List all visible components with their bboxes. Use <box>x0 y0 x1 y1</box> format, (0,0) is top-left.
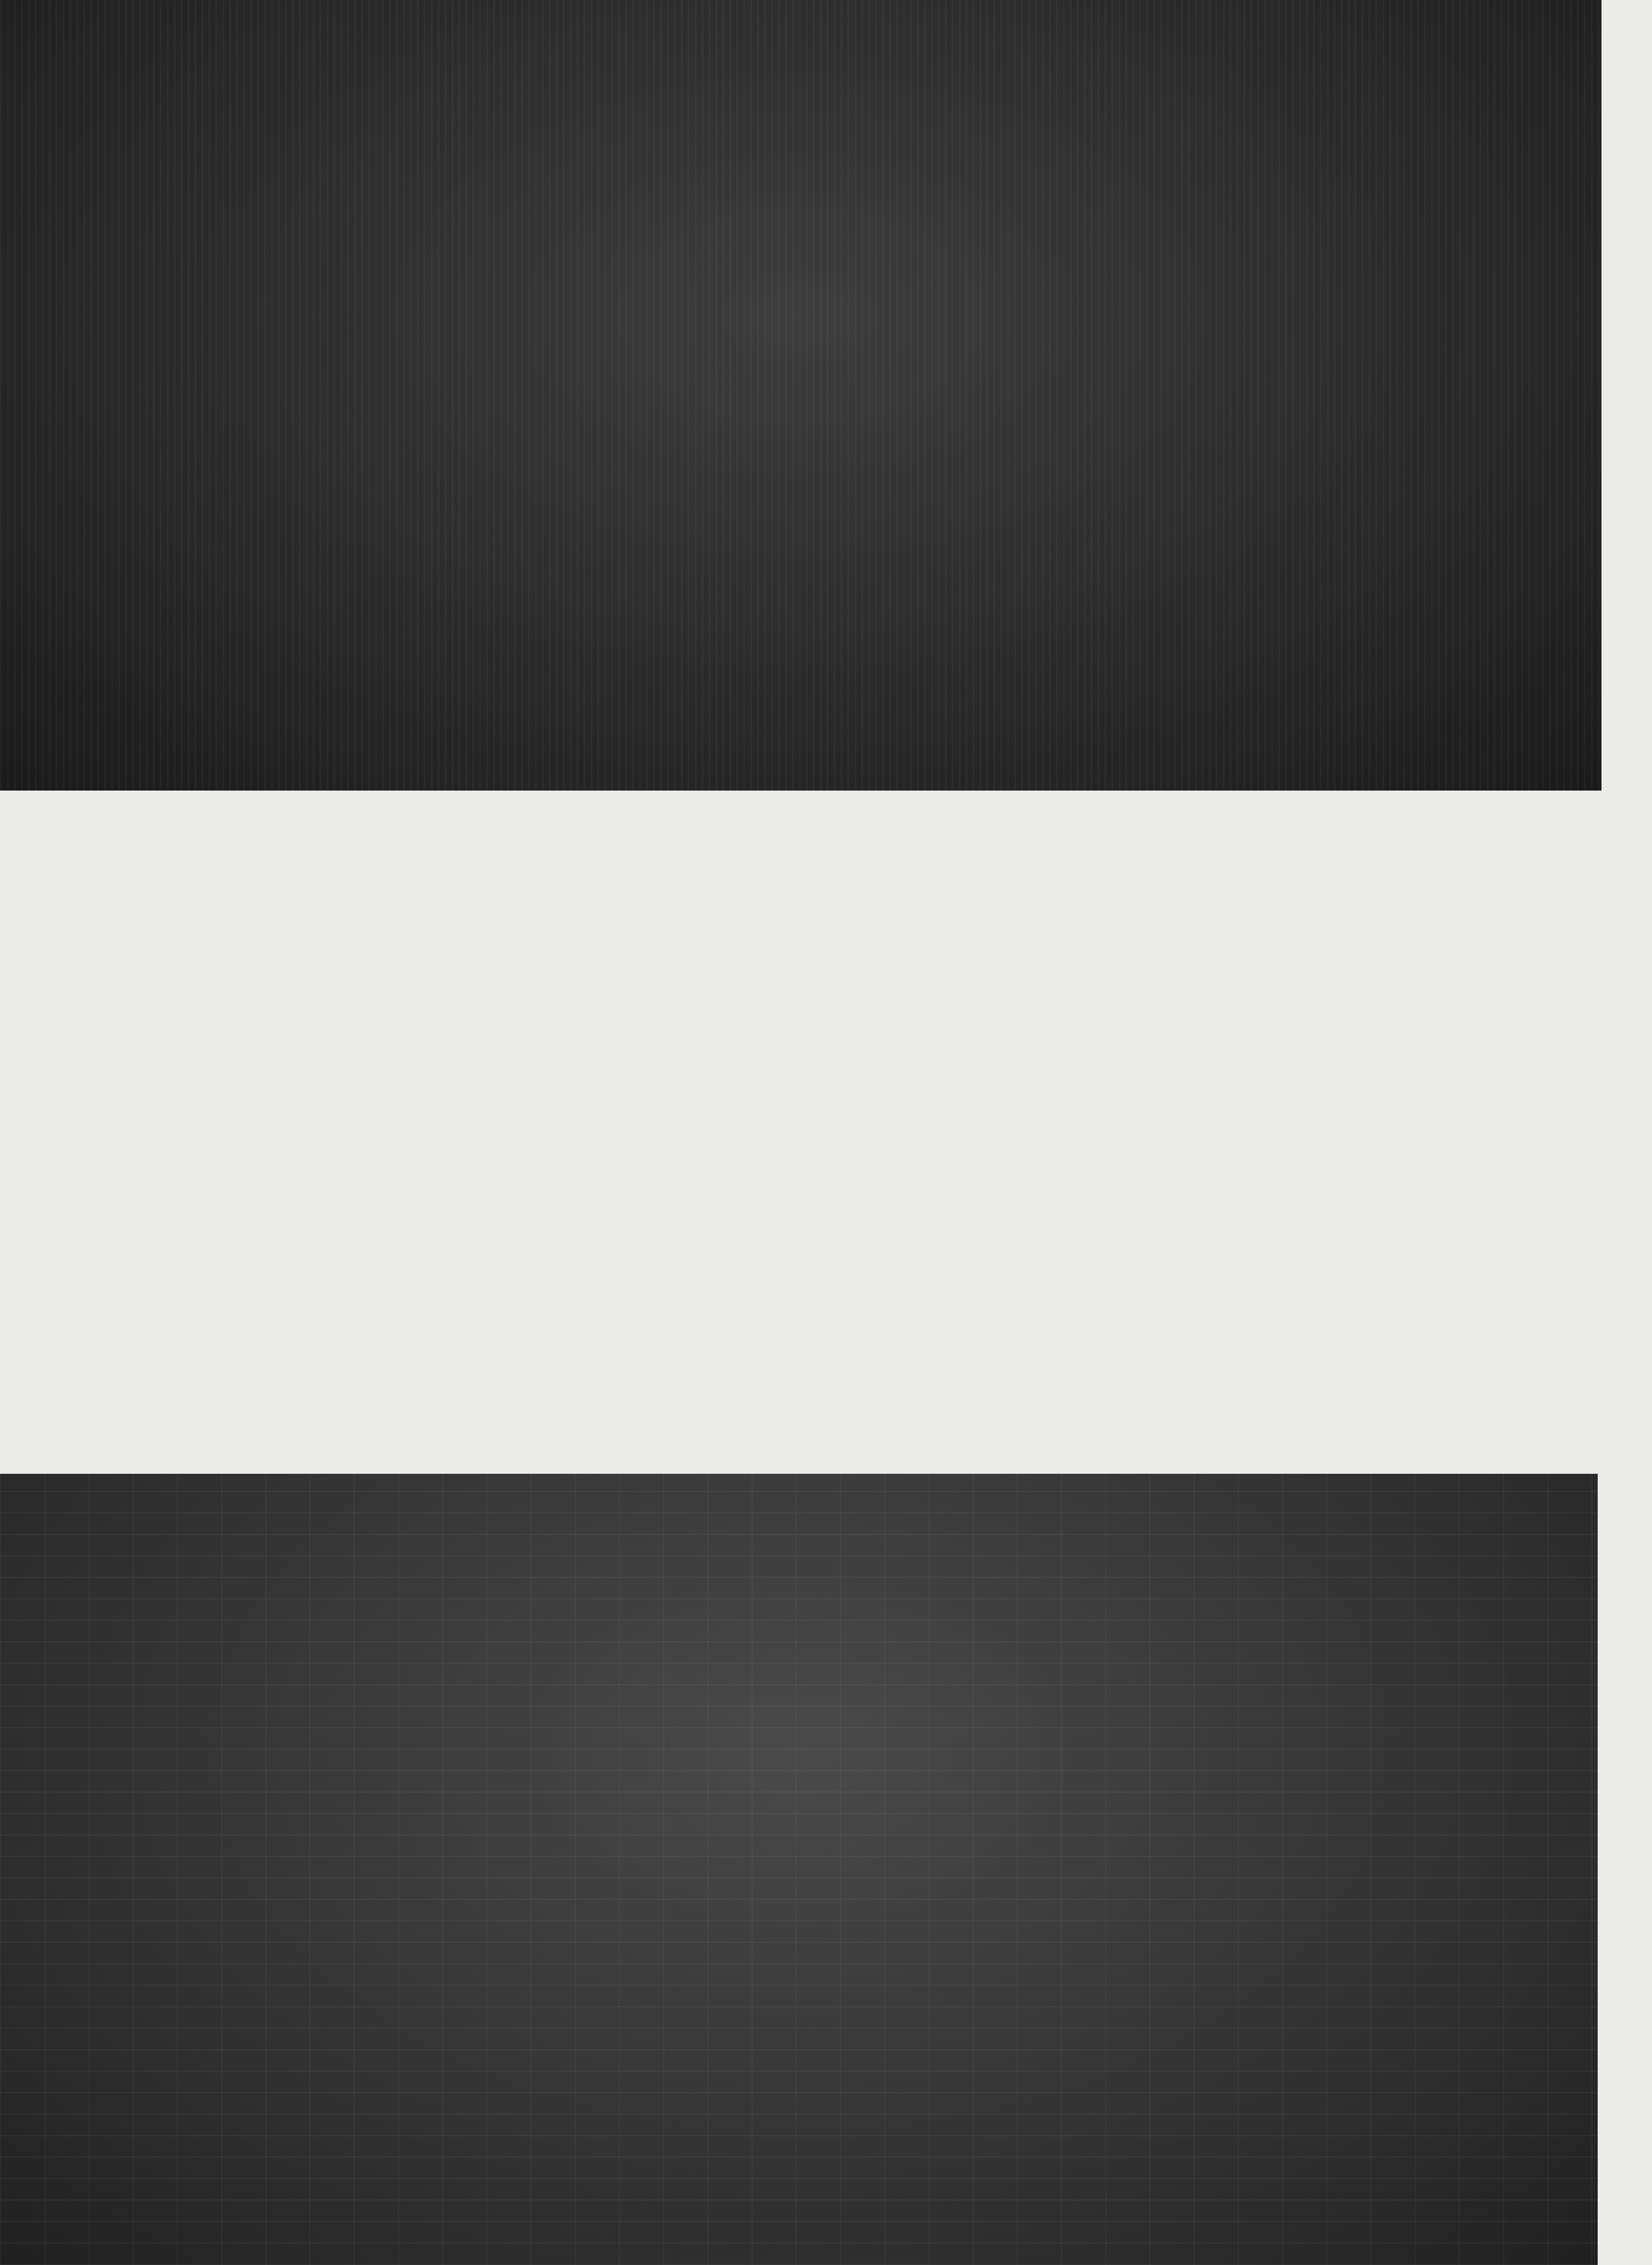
pyre-photo-figures <box>0 0 1601 791</box>
pyre-house-photo <box>0 0 1601 791</box>
richardson-photo-figures <box>0 1474 1598 2265</box>
richardson-house-photo <box>0 1474 1598 2265</box>
